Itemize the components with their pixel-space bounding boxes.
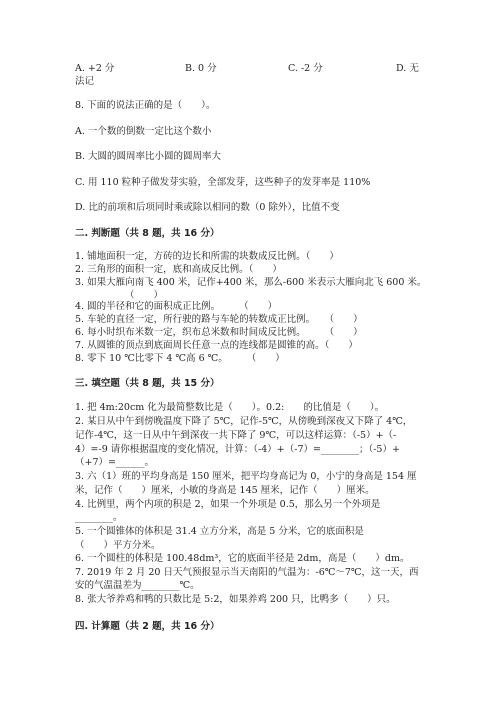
fill-line-15: 8. 张大爷养鸡和鸭的只数比是 5:2，如果养鸡 200 只，比鸭多（ ）只。 — [75, 594, 396, 605]
q8-stem: 8. 下面的说法正确的是（ ）。 — [75, 100, 216, 111]
judge-item-7: 7. 从圆锥的顶点到底面周长任意一点的连线都是圆锥的高。（ ） — [75, 340, 358, 351]
q7-option-a: A. +2 分 — [75, 63, 115, 74]
fill-line-2: 2. 某日从中午到傍晚温度下降了 5℃，记作-5℃，从傍晚到深夜又下降了 4℃， — [75, 416, 413, 427]
judge-item-8: 8. 零下 10 ℃比零下 4 ℃高 6 ℃。 （ ） — [75, 353, 285, 364]
judge-item-6: 6. 每小时织布米数一定，织布总米数和时间成反比例。 （ ） — [75, 327, 363, 338]
q8-option-c: C. 用 110 粒种子做发芽实验，全部发芽，这些种子的发芽率是 110% — [75, 177, 371, 188]
judge-item-4: 4. 圆的半径和它的面积成正比例。 （ ） — [75, 301, 278, 312]
fill-line-5: （+7）=______。 — [75, 457, 154, 468]
fill-line-1: 1. 把 4m:20cm 化为最简整数比是（ ）。0.2: 的比值是（ ）。 — [75, 402, 385, 413]
fill-line-3: 记作-4℃，这一日从中午到深夜一共下降了 9℃，可以这样运算：（-5）+（- — [75, 430, 397, 441]
fill-line-13: 7. 2019 年 2 月 20 日天气预报显示当天南阳的气温为：-6℃～7℃，这一天，西 — [75, 567, 419, 578]
judge-item-2: 2. 三角形的面积一定，底和高成反比例。（ ） — [75, 264, 282, 275]
fill-line-4: 4）=-9 请你根据温度的变化情况，计算：（-4）+（-7）=________；（-5）+ — [75, 444, 400, 455]
fill-line-14: 安的气温温差为________℃。 — [75, 580, 200, 591]
fill-line-12: 6. 一个圆柱的体积是 100.48dm³，它的底面半径是 2dm，高是（ ）dm。 — [75, 553, 410, 564]
fill-line-6: 3. 六（1）班的平均身高是 150 厘米，把平均身高记为 0，小宁的身高是 154 厘 — [75, 471, 417, 482]
judge-item-3-paren: （ ） — [125, 290, 164, 301]
section-3-title: 三. 填空题（共 8 题，共 15 分） — [75, 378, 220, 389]
fill-line-8: 4. 比例里，两个内项的积是 2，如果一个外项是 0.5，那么另一个外项是 — [75, 499, 381, 510]
q8-option-b: B. 大圆的圆周率比小圆的圆周率大 — [75, 151, 222, 162]
q7-option-c: C. -2 分 — [288, 63, 323, 74]
judge-item-3: 3. 如果大雁向南飞 400 米，记作+400 米，那么-600 米表示大雁向北飞 600 米。 — [75, 277, 427, 288]
section-2-title: 二. 判断题（共 8 题，共 16 分） — [75, 228, 220, 239]
fill-line-11: （ ）平方分米。 — [75, 540, 161, 551]
q7-option-d-cont: 法记 — [75, 76, 95, 87]
fill-line-10: 5. 一个圆锥体的体积是 31.4 立方分米，高是 5 分米，它的底面积是 — [75, 526, 364, 537]
judge-item-1: 1. 铺地面积一定，方砖的边长和所需的块数成反比例。（ ） — [75, 251, 339, 262]
q7-option-d: D. 无 — [396, 63, 419, 74]
section-4-title: 四. 计算题（共 2 题，共 16 分） — [75, 621, 220, 632]
fill-line-7: 米，记作（ ）厘米，小敏的身高是 145 厘米，记作（ ）厘米。 — [75, 485, 375, 496]
q8-option-a: A. 一个数的倒数一定比这个数小 — [75, 126, 212, 137]
q7-option-b: B. 0 分 — [185, 63, 217, 74]
judge-item-5: 5. 车轮的直径一定，所行驶的路与车轮的转数成正比例。 （ ） — [75, 314, 363, 325]
fill-line-9: ________。 — [75, 512, 123, 523]
q8-option-d: D. 比的前项和后项同时乘或除以相同的数（0 除外），比值不变 — [75, 202, 340, 213]
